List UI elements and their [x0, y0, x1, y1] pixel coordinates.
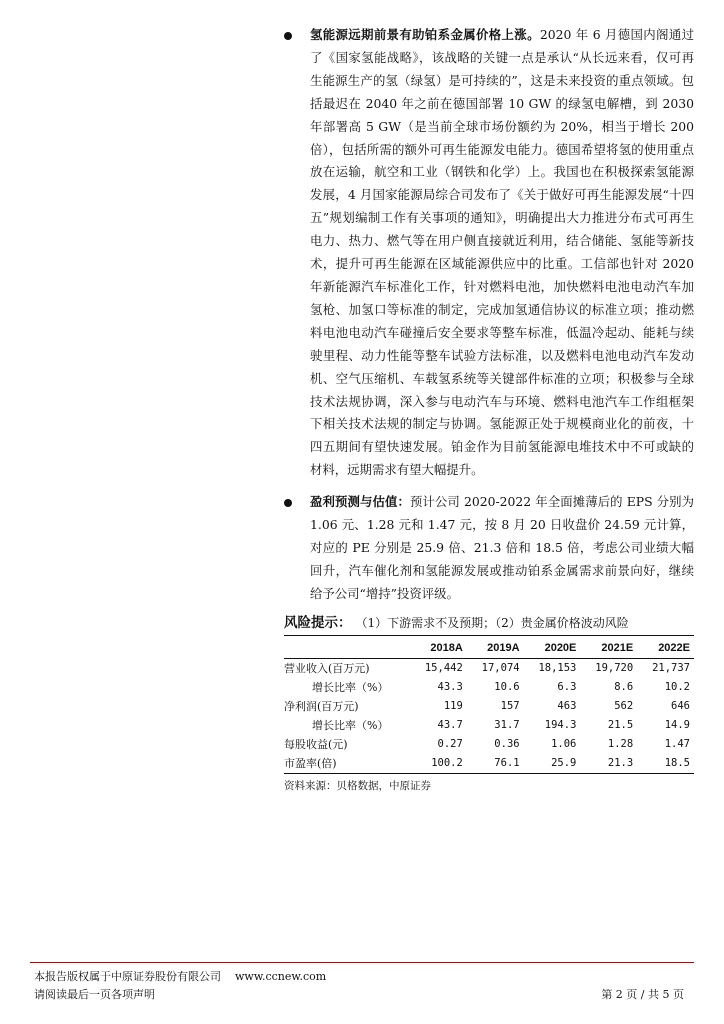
table-cell: 25.9 [524, 754, 581, 774]
risk-title: 风险提示： [284, 614, 352, 631]
table-cell: 1.47 [664, 738, 690, 751]
financial-table [284, 636, 694, 774]
table-cell: 17,074 [481, 662, 520, 675]
footer-disclaimer: 请阅读最后一页各项声明 [34, 988, 155, 1001]
bullet-forecast [284, 491, 694, 606]
bullet-lead: 盈利预测与估值： [310, 494, 410, 510]
table-header: 2021E [580, 636, 637, 659]
page-number: 第 2 页 / 共 5 页 [601, 988, 684, 1001]
table-cell: 21.3 [580, 754, 637, 774]
bullet-hydrogen [284, 24, 694, 482]
row-label: 增长比率（%） [312, 719, 389, 733]
row-label: 市盈率(倍) [284, 754, 410, 774]
table-cell: 6.3 [557, 681, 577, 694]
table-cell: 463 [557, 700, 577, 713]
footer-website-link[interactable]: www.ccnew.com [235, 970, 327, 983]
table-cell: 646 [671, 700, 690, 713]
table-cell: 119 [443, 700, 463, 713]
row-label: 增长比率（%） [312, 681, 389, 695]
table-header: 2019A [467, 636, 524, 659]
footer-divider [30, 962, 694, 963]
table-source: 资料来源：贝格数据，中原证券 [284, 779, 431, 792]
table-cell: 76.1 [467, 754, 524, 774]
bullet-body: 2020 年 6 月德国内阁通过了《国家氢能战略》，该战略的关键一点是承认“从长远来看，仅可再生能源生产的氢（绿氢）是可持续的”，这是未来投资的重点领域。包括最迟在 2040 年之前在德国部署 10 GW 的绿氢电解槽，到 2030 年部署高 5 GW（是当前全球市场份额约为 20%，相当于增长 200 倍），包括所需的额外可再生能源发电能力。德国希望将氢的使用重点放在运输，航空和工业（钢铁和化学）上。我国也在积极探索氢能源发展，4 月国家能源局综合司发布了《关于做好可再生能源发展“十四五”规划编制工作有关事项的通知》，明确提出大力推进分布式可再生电力、热力、燃气等在用户侧直接就近利用，结合储能、氢能等新技术，提升可再生能源在区域能源供应中的比重。工信部也针对 2020 年新能源汽车标准化工作，针对燃料电池，加快燃料电池电动汽车加氢枪、加氢口等标准的制定，完成加氢通信协议的标准立项；推动燃料电池电动汽车碰撞后安全要求等整车标准，低温冷起动、能耗与续驶里程、动力性能等整车试验方法标准，以及燃料电池电动汽车发动机、空气压缩机、车载氢系统等关键部件标准的立项；积极参与全球技术法规协调，深入参与电动汽车与环境、燃料电池汽车工作组框架下相关技术法规的制定与协调。氢能源正处于规模商业化的前夜，十四五期间有望快速发展。铂金作为目前氢能源电堆技术中不可或缺的材料，远期需求有望大幅提升。 [310, 27, 695, 478]
table-header: 2022E [637, 636, 694, 659]
table-cell: 562 [614, 700, 634, 713]
table-cell: 157 [500, 700, 520, 713]
footer-copyright: 本报告版权属于中原证券股份有限公司 [34, 970, 221, 983]
table-header: 2018A [410, 636, 467, 659]
table-cell: 18.5 [637, 754, 694, 774]
risk-note [284, 614, 694, 632]
table-cell: 1.28 [607, 738, 634, 751]
row-label: 净利润(百万元) [284, 700, 359, 714]
main-content [284, 24, 694, 793]
bullet-body: 预计公司 2020-2022 年全面摊薄后的 EPS 分别为 1.06 元、1.28 元和 1.47 元，按 8 月 20 日收盘价 24.59 元计算，对应的 PE 分别是 25.9 倍、21.3 倍和 18.5 倍，考虑公司业绩大幅回升，汽车催化剂和氢能源发展或推动铂系金属需求前景向好，继续给予公司“增持”投资评级。 [310, 494, 694, 601]
table-cell: 19,720 [595, 662, 634, 675]
table-cell: 15,442 [424, 662, 463, 675]
risk-item: （2）贵金属价格波动风险 [495, 615, 629, 630]
table-cell: 43.3 [437, 681, 463, 694]
table-row [284, 735, 694, 754]
bullet-dot-icon [284, 32, 292, 40]
table-cell: 0.27 [437, 738, 463, 751]
footer-copyright-line [34, 968, 326, 984]
table-header-blank [284, 636, 410, 659]
table-row [284, 678, 694, 697]
table-cell: 14.9 [664, 719, 690, 732]
row-label: 每股收益(元) [284, 738, 348, 752]
table-cell: 21,737 [652, 662, 690, 675]
table-row [284, 697, 694, 716]
table-cell: 43.7 [437, 719, 463, 732]
table-cell: 0.36 [494, 738, 520, 751]
table-header-row [284, 636, 694, 659]
table-cell: 10.2 [664, 681, 690, 694]
table-cell: 21.5 [607, 719, 634, 732]
table-cell: 18,153 [538, 662, 577, 675]
table-row [284, 716, 694, 735]
bullet-lead: 氢能源远期前景有助铂系金属价格上涨。 [310, 27, 540, 42]
table-cell: 194.3 [544, 719, 577, 732]
table-cell: 10.6 [494, 681, 520, 694]
table-cell: 8.6 [614, 681, 634, 694]
table-cell: 31.7 [494, 719, 520, 732]
table-cell: 1.06 [551, 738, 577, 751]
table-row [284, 658, 694, 678]
risk-item: （1）下游需求不及预期； [361, 615, 496, 630]
table-cell: 100.2 [410, 754, 467, 774]
row-label: 营业收入(百万元) [284, 662, 370, 676]
table-row [284, 754, 694, 774]
bullet-dot-icon [284, 499, 292, 507]
table-header: 2020E [524, 636, 581, 659]
